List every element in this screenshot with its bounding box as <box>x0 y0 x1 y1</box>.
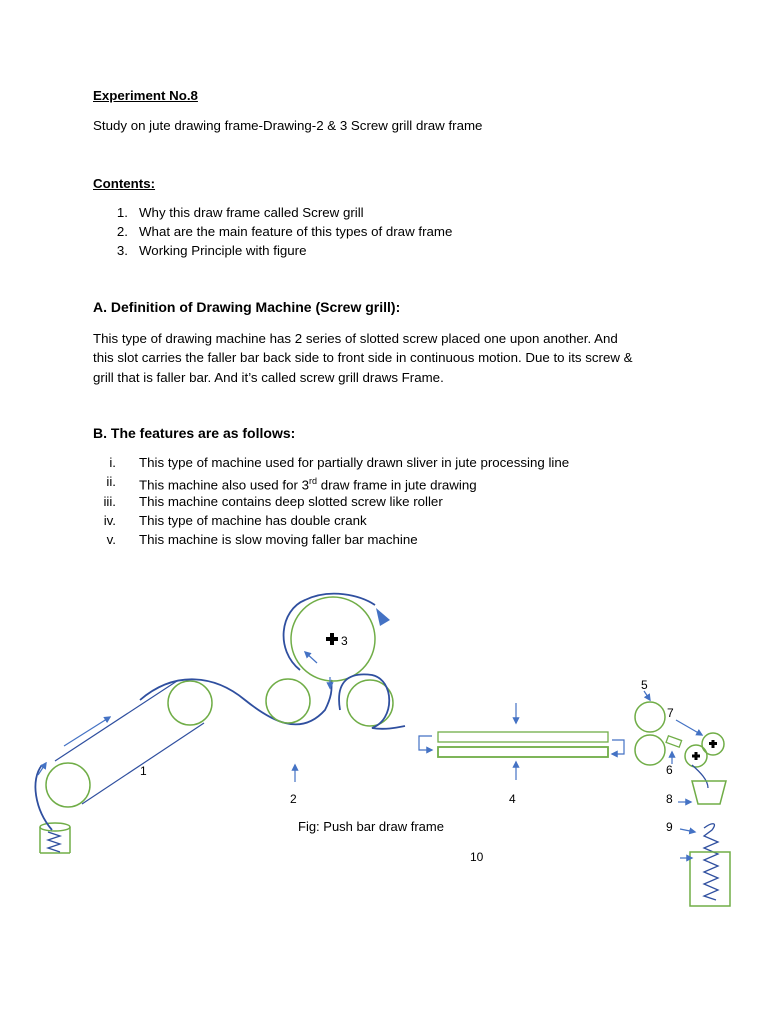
list-number: iii. <box>103 494 116 509</box>
contents-heading: Contents: <box>93 176 156 191</box>
figure-label-6: 6 <box>666 763 673 777</box>
feed-roller <box>46 763 90 807</box>
list-item: Why this draw frame called Screw grill <box>139 205 364 220</box>
list-number: 2. <box>116 224 128 239</box>
figure-label-2: 2 <box>290 792 297 806</box>
feed-roller <box>168 681 212 725</box>
section-a-paragraph <box>93 329 693 387</box>
list-item: This type of machine used for partially drawn sliver in jute processing line <box>139 455 570 470</box>
superscript: rd <box>309 476 318 486</box>
list-item-text: draw frame in jute drawing <box>317 477 477 493</box>
section-a-heading: A. Definition of Drawing Machine (Screw grill): <box>93 299 401 315</box>
arrow-icon <box>644 691 650 700</box>
paragraph-line: This type of drawing machine has 2 series of slotted screw placed one upon another. And <box>93 331 618 346</box>
figure-label-3: 3 <box>341 634 348 648</box>
list-number: 1. <box>116 205 128 220</box>
trumpet <box>692 781 726 804</box>
arrow-icon <box>612 740 624 754</box>
lower-faller-bar <box>438 747 608 757</box>
paragraph-line: grill that is faller bar. And it’s called screw grill draws Frame. <box>93 369 444 385</box>
section-b-heading: B. The features are as follows: <box>93 425 296 441</box>
list-number: ii. <box>106 474 116 489</box>
arrow-icon <box>676 720 702 735</box>
arrow-icon <box>680 829 695 832</box>
arrow-icon <box>376 608 390 626</box>
list-item: What are the main feature of this types of draw frame <box>139 224 453 239</box>
figure-caption: Fig: Push bar draw frame <box>298 819 444 834</box>
sliver-path <box>284 594 375 670</box>
figure-label-10: 10 <box>470 850 484 864</box>
figure-label-8: 8 <box>666 792 673 806</box>
guide-plate <box>666 736 682 747</box>
roller-center-icon <box>326 633 338 645</box>
arrow-icon <box>305 652 317 663</box>
list-number: iv. <box>103 513 116 528</box>
delivery-roller <box>635 735 665 765</box>
arrow-icon <box>64 717 110 746</box>
sliver-can <box>40 823 70 853</box>
coiled-sliver <box>704 824 718 900</box>
list-item: This machine is slow moving faller bar machine <box>139 532 418 547</box>
experiment-title: Experiment No.8 <box>93 88 198 103</box>
experiment-subtitle: Study on jute drawing frame-Drawing-2 & 3 Screw grill draw frame <box>93 118 483 133</box>
list-item: Working Principle with figure <box>139 243 307 258</box>
arrow-icon <box>419 736 432 750</box>
list-item: This machine contains deep slotted screw like roller <box>139 494 443 509</box>
list-item: This type of machine has double crank <box>139 513 367 528</box>
sliver-path <box>692 765 708 788</box>
draw-frame-figure <box>0 560 768 920</box>
figure-label-7: 7 <box>667 706 674 720</box>
figure-label-5: 5 <box>641 678 648 692</box>
figure-label-9: 9 <box>666 820 673 834</box>
list-number: 3. <box>116 243 128 258</box>
upper-faller-bar <box>438 732 608 742</box>
figure-label-1: 1 <box>140 764 147 778</box>
drafting-roller <box>266 679 310 723</box>
sliver-path <box>339 674 405 728</box>
paragraph-line: this slot carries the faller bar back side to front side in continuous motion. Due to its screw & <box>93 350 633 366</box>
figure-label-4: 4 <box>509 792 516 806</box>
delivery-roller-5 <box>635 702 665 732</box>
faller-bars <box>419 703 624 780</box>
feed-apron <box>46 681 212 807</box>
list-item-text: This machine also used for 3 <box>139 477 309 493</box>
list-number: i. <box>109 455 116 470</box>
list-number: v. <box>106 532 116 547</box>
